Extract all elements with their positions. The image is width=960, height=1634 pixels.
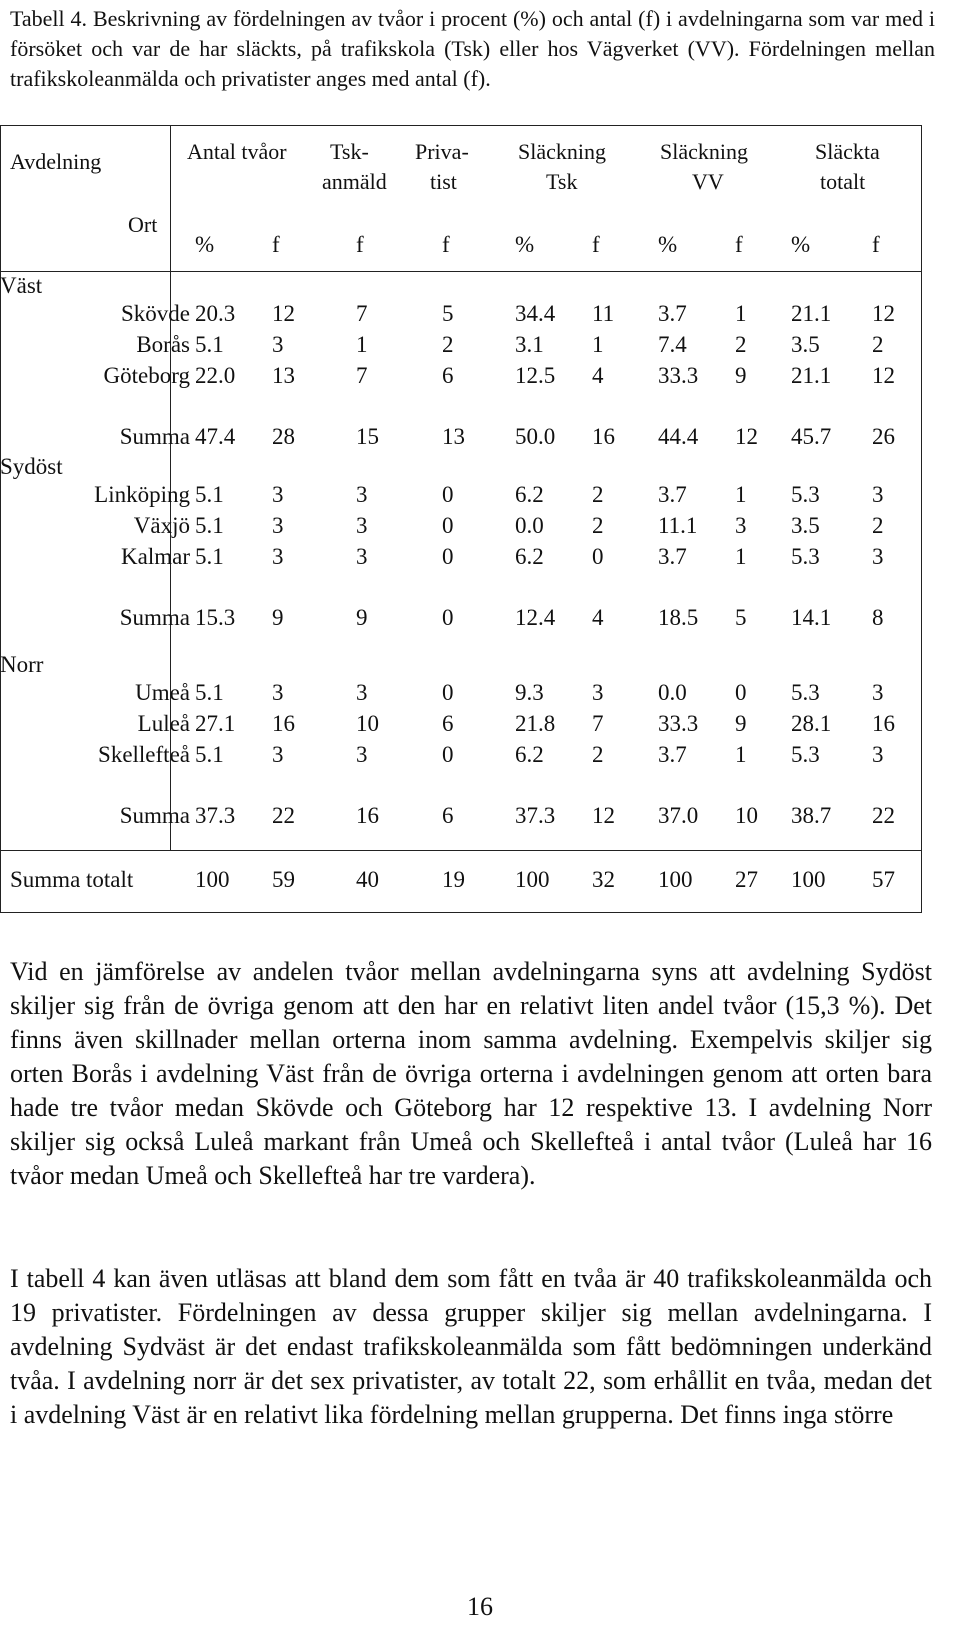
header-slackta-totalt-2: totalt [820,169,866,194]
table-top-rule [0,125,922,126]
table-cell-summa: 50.0 [515,424,556,449]
table-cell: 7.4 [658,332,687,357]
header-privatist-2: tist [430,169,457,194]
table-cell: 5.3 [791,680,820,705]
table-cell-summa: 37.0 [658,803,699,828]
table-cell-summa: 22 [272,803,295,828]
table-cell: 6.2 [515,482,544,507]
table-cell-summa: 12 [735,424,758,449]
table-total-rule-top [0,850,922,851]
table-cell: 33.3 [658,363,699,388]
table-cell: 1 [735,742,747,767]
table-cell-summa: 12.4 [515,605,556,630]
header-tsk-anmald-2: anmäld [322,169,387,194]
header-unit: f [872,232,880,257]
table-cell: 9.3 [515,680,544,705]
table-cell: 2 [592,513,604,538]
table-cell-summa: 37.3 [515,803,556,828]
table-cell: 6.2 [515,544,544,569]
table-cell: 5.1 [195,513,224,538]
table-cell: 0 [442,513,454,538]
table-bottom-rule [0,912,922,913]
table-cell-total: 19 [442,867,465,892]
table-cell: 21.1 [791,363,832,388]
table-cell: 3.5 [791,332,820,357]
table-cell-summa: 14.1 [791,605,832,630]
table-cell: 5.1 [195,332,224,357]
table-cell: 1 [592,332,604,357]
header-avdelning: Avdelning [10,149,102,174]
table-cell-summa: 4 [592,605,604,630]
table-cell: 6.2 [515,742,544,767]
table-cell: 3.7 [658,544,687,569]
paragraph-2: I tabell 4 kan även utläsas att bland dem som fått en tvåa är 40 trafikskoleanmälda och 19 privatister. Fördelningen av dessa grupper skiljer sig mellan avdelningarna. I avdelning Sydväst är det endast trafikskoleanmälda som fått bedömningen underkänd tvåa. I avdelning norr är det sex privatister, av totalt 22, som erhållit en tvåa, medan det i avdelning Väst är en relativt lika fördelning mellan grupperna. Det finns inga större [10,1264,932,1429]
table-cell: 20.3 [195,301,236,326]
table-cell: 0 [442,680,454,705]
table-row-place: Göteborg [103,363,190,388]
table-row-place: Växjö [133,513,190,538]
table-cell: 28.1 [791,711,832,736]
table-cell: 16 [272,711,295,736]
table-cell-summa: 0 [442,605,454,630]
table-row-total-label: Summa totalt [10,867,134,892]
table-cell: 11 [592,301,615,326]
table-cell: 6 [442,711,454,736]
table-cell-summa: 15.3 [195,605,236,630]
table-cell: 3 [872,482,884,507]
table-cell: 2 [872,332,884,357]
table-cell: 7 [356,363,368,388]
table-cell: 3 [872,680,884,705]
table-cell: 3 [272,482,284,507]
table-cell: 0.0 [658,680,687,705]
table-caption: Tabell 4. Beskrivning av fördelningen av tvåor i procent (%) och antal (f) i avdelningarna som var med i försöket och var de har släckts, på trafikskola (Tsk) eller hos Vägverket (VV). Fördelningen mellan trafikskoleanmälda och privatister anges med antal (f). [10,6,935,91]
table-row-place: Linköping [94,482,190,507]
header-antal-tvaor: Antal tvåor [187,139,287,164]
table-row-summa-label: Summa [119,424,190,449]
table-cell: 13 [272,363,295,388]
header-unit: f [272,232,280,257]
table-cell: 3.7 [658,482,687,507]
table-cell: 2 [592,482,604,507]
table-header-rule [0,271,922,272]
table-cell: 5.3 [791,544,820,569]
header-unit: % [791,232,811,257]
table-cell-summa: 38.7 [791,803,832,828]
table-row-place: Skellefteå [98,742,190,767]
header-unit: % [658,232,678,257]
header-tsk-anmald-1: Tsk- [330,139,369,164]
table-cell: 22.0 [195,363,236,388]
table-cell: 3 [272,513,284,538]
table-cell: 3 [356,742,368,767]
table-cell: 3 [356,482,368,507]
table-cell-summa: 44.4 [658,424,699,449]
table-cell: 9 [735,363,747,388]
table-cell-total: 100 [195,867,230,892]
table-cell: 1 [735,482,747,507]
table-cell-summa: 37.3 [195,803,236,828]
table-cell: 3 [356,544,368,569]
table-cell-total: 32 [592,867,615,892]
header-slackta-totalt-1: Släckta [815,139,880,164]
header-unit: f [356,232,364,257]
table-cell: 0 [592,544,604,569]
table-cell: 3 [272,742,284,767]
table-cell: 3 [735,513,747,538]
table-cell: 3 [356,513,368,538]
header-slackning-vv-2: VV [692,169,724,194]
table-cell: 12 [872,301,895,326]
table-cell: 3 [592,680,604,705]
table-cell: 10 [356,711,379,736]
table-cell-total: 100 [658,867,693,892]
header-unit: f [442,232,450,257]
table-cell: 27.1 [195,711,236,736]
table-cell: 21.1 [791,301,832,326]
table-cell-total: 40 [356,867,379,892]
table-cell: 5.3 [791,482,820,507]
table-cell-summa: 28 [272,424,295,449]
table-cell: 1 [356,332,368,357]
table-cell-summa: 47.4 [195,424,236,449]
table-cell: 16 [872,711,895,736]
table-cell: 12 [872,363,895,388]
table-cell: 5.1 [195,544,224,569]
table-cell: 3.1 [515,332,544,357]
table-cell: 5.1 [195,680,224,705]
table-row-place: Skövde [121,301,190,326]
paragraph-1: Vid en jämförelse av andelen tvåor mellan avdelningarna syns att avdelning Sydöst skiljer sig från de övriga genom att den har en relativt liten andel tvåor (15,3 %). Det finns även skillnader mellan orterna inom samma avdelning. Exempelvis skiljer sig orten Borås i avdelning Väst från de övriga orterna i avdelningen genom att orten bara hade tre tvåor medan Skövde och Göteborg har 12 respektive 13. I avdelning Norr skiljer sig också Luleå markant från Umeå och Skellefteå i antal tvåor (Luleå har 16 tvåor medan Umeå och Skellefteå har tre vardera). [10,957,932,1190]
table-cell-summa: 16 [592,424,615,449]
table-cell-summa: 15 [356,424,379,449]
table-cell-total: 59 [272,867,295,892]
table-cell-summa: 13 [442,424,465,449]
table-cell: 0 [735,680,747,705]
table-cell: 3 [272,680,284,705]
table-cell: 5 [442,301,454,326]
header-slackning-tsk-1: Släckning [518,139,606,164]
table-cell: 3 [272,544,284,569]
table-cell: 4 [592,363,604,388]
table-cell: 0 [442,742,454,767]
table-cell: 12 [272,301,295,326]
region-label: Sydöst [0,454,63,479]
table-cell-summa: 16 [356,803,379,828]
table-cell-summa: 12 [592,803,615,828]
table-cell: 1 [735,301,747,326]
table-row-summa-label: Summa [119,803,190,828]
table-row-place: Borås [136,332,190,357]
table-cell: 2 [592,742,604,767]
header-unit: % [195,232,215,257]
table-cell: 7 [592,711,604,736]
table-cell: 33.3 [658,711,699,736]
header-unit: % [515,232,535,257]
table-cell: 3 [356,680,368,705]
table-cell: 3.7 [658,742,687,767]
table-cell: 3.5 [791,513,820,538]
table-cell: 3 [872,544,884,569]
header-unit: f [592,232,600,257]
table-row-summa-label: Summa [119,605,190,630]
table-cell: 34.4 [515,301,556,326]
table-right-rule [921,125,922,913]
region-label: Norr [0,652,44,677]
table-cell: 6 [442,363,454,388]
table-cell: 5.3 [791,742,820,767]
table-cell-summa: 18.5 [658,605,699,630]
table-cell-total: 100 [515,867,550,892]
table-cell-summa: 6 [442,803,454,828]
table-cell-total: 100 [791,867,826,892]
table-cell: 7 [356,301,368,326]
table-cell-summa: 9 [272,605,284,630]
table-row-place: Kalmar [121,544,190,569]
table-cell: 3 [872,742,884,767]
table-cell: 5.1 [195,742,224,767]
header-slackning-tsk-2: Tsk [546,169,578,194]
table-cell: 2 [872,513,884,538]
header-slackning-vv-1: Släckning [660,139,748,164]
table-cell-summa: 26 [872,424,895,449]
table-cell: 12.5 [515,363,556,388]
table-cell-summa: 5 [735,605,747,630]
table-cell-summa: 22 [872,803,895,828]
table-cell: 3 [272,332,284,357]
table-header-divider [170,125,171,271]
table-row-place: Umeå [135,680,190,705]
header-unit: f [735,232,743,257]
table-cell: 3.7 [658,301,687,326]
table-cell: 0.0 [515,513,544,538]
region-label: Väst [0,273,43,298]
table-cell-total: 27 [735,867,758,892]
page-number: 16 [467,1592,493,1621]
table-cell-summa: 10 [735,803,758,828]
table-cell: 21.8 [515,711,556,736]
header-ort: Ort [128,212,158,237]
header-privatist-1: Priva- [415,139,469,164]
table-cell: 1 [735,544,747,569]
table-row-place: Luleå [137,711,190,736]
table-cell: 0 [442,482,454,507]
table-cell: 9 [735,711,747,736]
table-cell-summa: 8 [872,605,884,630]
table-cell-summa: 45.7 [791,424,832,449]
table-cell: 11.1 [658,513,698,538]
table-cell-total: 57 [872,867,895,892]
table-cell: 5.1 [195,482,224,507]
table-cell-summa: 9 [356,605,368,630]
table-cell: 0 [442,544,454,569]
table-cell: 2 [442,332,454,357]
table-cell: 2 [735,332,747,357]
